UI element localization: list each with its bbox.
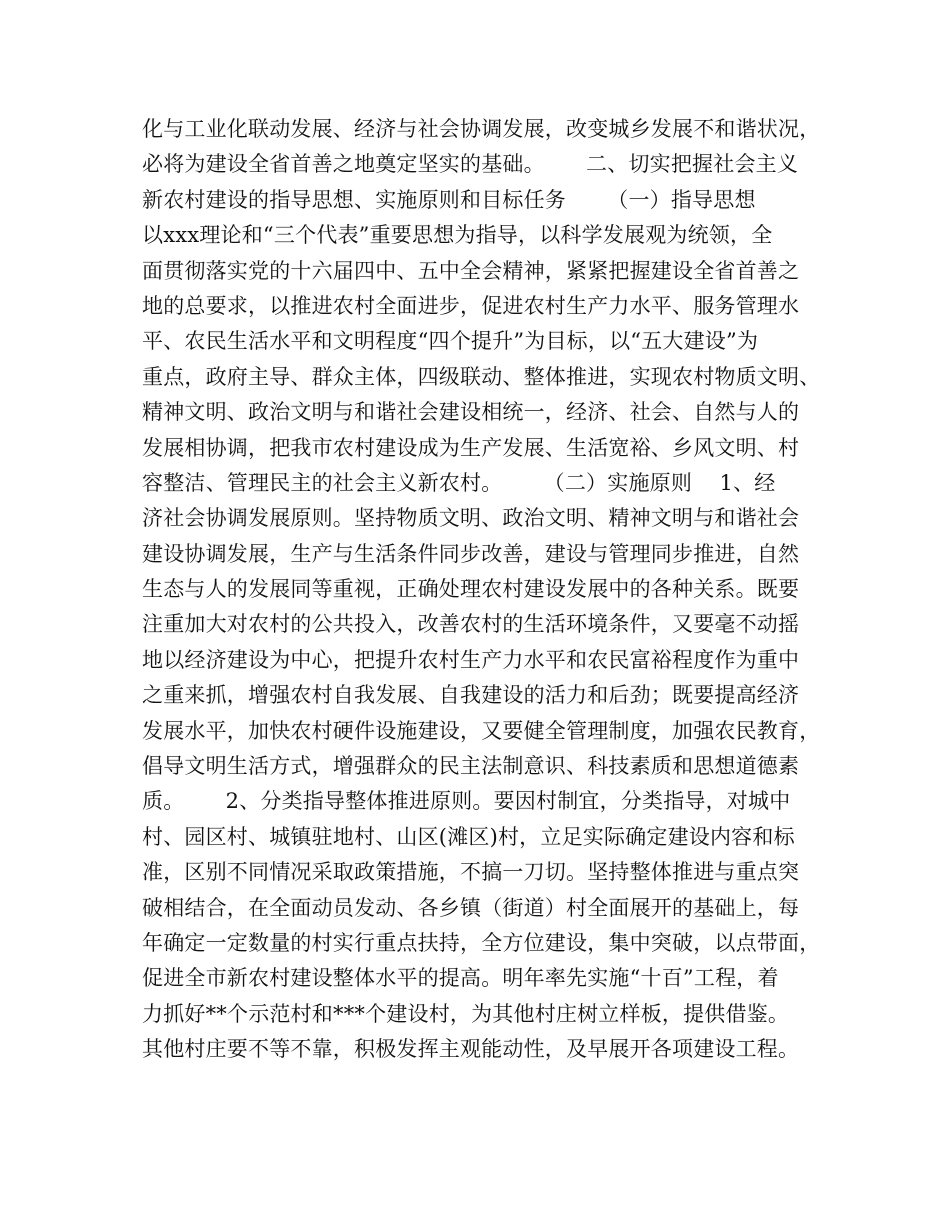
text-line: 面贯彻落实党的十六届四中、五中全会精神，紧紧把握建设全省首善之: [142, 258, 800, 283]
text-line: 年确定一定数量的村实行重点扶持，全方位建设，集中突破，以点带面，: [142, 930, 821, 955]
text-line: 发展相协调，把我市农村建设成为生产发展、生活宽裕、乡风文明、村: [142, 435, 800, 460]
text-line: 重点，政府主导、群众主体，四级联动、整体推进，实现农村物质文明、: [142, 364, 821, 389]
text-line: 化与工业化联动发展、经济与社会协调发展，改变城乡发展不和谐状况，: [142, 117, 821, 141]
text-line: 以xxx理论和“三个代表”重要思想为指导，以科学发展观为统领，全: [142, 223, 773, 248]
body-text: [142, 112, 822, 1068]
text-line: 村、园区村、城镇驻地村、山区(滩区)村，立足实际确定建设内容和标: [142, 824, 795, 849]
text-line: 地以经济建设为中心，把提升农村生产力水平和农民富裕程度作为重中: [142, 647, 800, 672]
text-line: 注重加大对农村的公共投入，改善农村的生活环境条件，又要毫不动摇: [142, 612, 800, 637]
text-line: 精神文明、政治文明与和谐社会建设相统一，经济、社会、自然与人的: [142, 400, 800, 425]
text-line: 之重来抓，增强农村自我发展、自我建设的活力和后劲；既要提高经济: [142, 683, 800, 708]
text-line: 其他村庄要不等不靠，积极发挥主观能动性，及早展开各项建设工程。: [142, 1037, 800, 1062]
text-line: 必将为建设全省首善之地奠定坚实的基础。 二、切实把握社会主义: [142, 152, 799, 177]
text-line: 济社会协调发展原则。坚持物质文明、政治文明、精神文明与和谐社会: [142, 506, 800, 531]
text-line: 新农村建设的指导思想、实施原则和目标任务 （一）指导思想: [142, 187, 756, 212]
text-line: 质。 2、分类指导整体推进原则。要因村制宜，分类指导，对城中: [142, 789, 791, 814]
text-line: 建设协调发展，生产与生活条件同步改善，建设与管理同步推进，自然: [142, 541, 800, 566]
text-line: 平、农民生活水平和文明程度“四个提升”为目标，以“五大建设”为: [142, 329, 759, 354]
text-line: 力抓好**个示范村和***个建设村，为其他村庄树立样板，提供借鉴。: [142, 1001, 790, 1026]
text-line: 地的总要求，以推进农村全面进步，促进农村生产力水平、服务管理水: [142, 293, 800, 318]
text-line: 破相结合，在全面动员发动、各乡镇（街道）村全面展开的基础上，每: [142, 895, 800, 920]
text-line: 容整洁、管理民主的社会主义新农村。 （二）实施原则 1、经: [142, 470, 776, 495]
text-line: 生态与人的发展同等重视，正确处理农村建设发展中的各种关系。既要: [142, 577, 800, 602]
text-line: 准，区别不同情况采取政策措施，不搞一刀切。坚持整体推进与重点突: [142, 860, 800, 885]
text-line: 倡导文明生活方式，增强群众的民主法制意识、科技素质和思想道德素: [142, 754, 800, 779]
text-line: 发展水平，加快农村硬件设施建设，又要健全管理制度，加强农民教育，: [142, 718, 821, 743]
text-line: 促进全市新农村建设整体水平的提高。明年率先实施“十百”工程，着: [142, 966, 779, 991]
